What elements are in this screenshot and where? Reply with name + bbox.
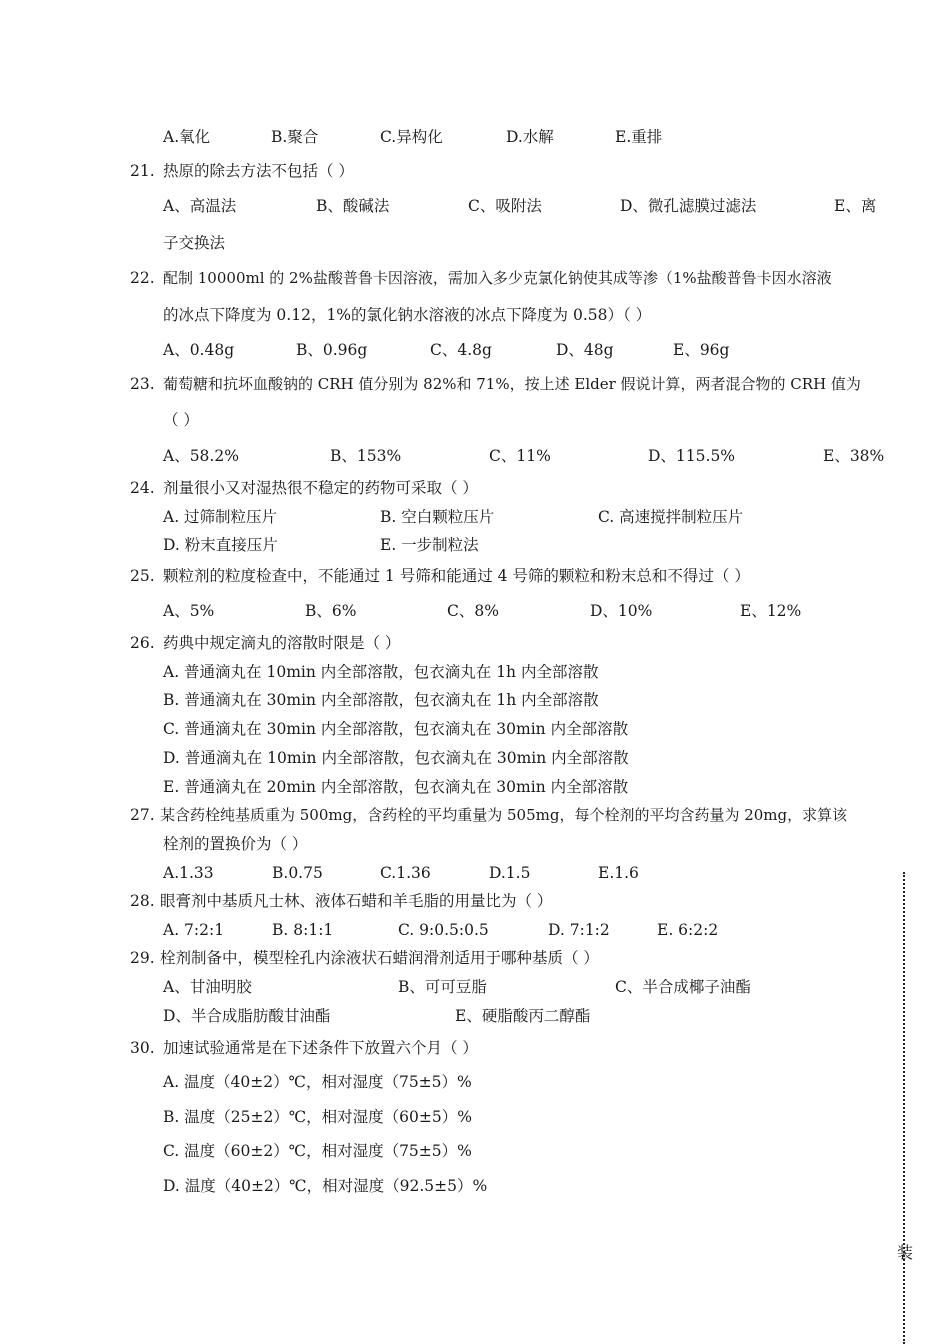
q22-text-cont: 的冰点下降度为 0.12，1%的氯化钠水溶液的冰点下降度为 0.58）（ ） xyxy=(163,306,652,324)
q29-option-e: E、硬脂酸丙二醇酯 xyxy=(455,1007,591,1025)
q26-option-e: E. 普通滴丸在 20min 内全部溶散，包衣滴丸在 30min 内全部溶散 xyxy=(163,778,629,796)
q24-option-a: A. 过筛制粒压片 xyxy=(163,508,278,526)
q24-text: 剂量很小又对湿热很不稳定的药物可采取（ ） xyxy=(163,479,478,497)
q24-number: 24. xyxy=(130,479,155,497)
q23-text: 葡萄糖和抗坏血酸钠的 CRH 值分别为 82%和 71%，按上述 Elder 假说计算，两者混合物的 CRH 值为 xyxy=(163,375,861,393)
q20-option-a: A.氧化 xyxy=(163,128,211,146)
q25-option-e: E、12% xyxy=(740,602,802,620)
q30-option-d: D. 温度（40±2）℃，相对湿度（92.5±5）% xyxy=(163,1177,488,1195)
q21-text: 热原的除去方法不包括（ ） xyxy=(163,162,354,180)
q20-option-b: B.聚合 xyxy=(271,128,319,146)
q26-option-a: A. 普通滴丸在 10min 内全部溶散，包衣滴丸在 1h 内全部溶散 xyxy=(163,663,599,681)
q24-option-d: D. 粉末直接压片 xyxy=(163,536,278,554)
q25-option-d: D、10% xyxy=(590,602,653,620)
q25-text: 颗粒剂的粒度检查中，不能通过 1 号筛和能通过 4 号筛的颗粒和粉末总和不得过（ ） xyxy=(163,567,750,585)
q20-option-e: E.重排 xyxy=(615,128,663,146)
q27-option-a: A.1.33 xyxy=(163,864,214,882)
q30-text: 加速试验通常是在下述条件下放置六个月（ ） xyxy=(163,1039,478,1057)
q23-text-cont: （ ） xyxy=(163,411,199,429)
q23-number: 23. xyxy=(130,375,155,393)
q28-option-b: B. 8:1:1 xyxy=(272,921,334,939)
q24-option-c: C. 高速搅拌制粒压片 xyxy=(598,508,744,526)
q30-number: 30. xyxy=(130,1039,155,1057)
q28-option-d: D. 7:1:2 xyxy=(548,921,610,939)
q21-option-a: A、高温法 xyxy=(163,197,237,215)
q22-option-d: D、48g xyxy=(556,341,614,359)
q23-option-e: E、38% xyxy=(823,447,885,465)
q29-option-b: B、可可豆脂 xyxy=(398,978,487,996)
q25-option-c: C、8% xyxy=(447,602,499,620)
q21-option-b: B、酸碱法 xyxy=(316,197,390,215)
q25-option-a: A、5% xyxy=(163,602,215,620)
q25-option-b: B、6% xyxy=(305,602,357,620)
q26-option-b: B. 普通滴丸在 30min 内全部溶散，包衣滴丸在 1h 内全部溶散 xyxy=(163,691,599,709)
q27-text: 某含药栓纯基质重为 500mg，含药栓的平均重量为 505mg，每个栓剂的平均含药量为 20mg，求算该 xyxy=(160,806,848,824)
q27-option-c: C.1.36 xyxy=(380,864,431,882)
q23-option-a: A、58.2% xyxy=(163,447,239,465)
q26-option-d: D. 普通滴丸在 10min 内全部溶散，包衣滴丸在 30min 内全部溶散 xyxy=(163,749,629,767)
q24-option-e: E. 一步制粒法 xyxy=(380,536,479,554)
q29-option-c: C、半合成椰子油酯 xyxy=(615,978,751,996)
q22-option-b: B、0.96g xyxy=(296,341,368,359)
q27-option-e: E.1.6 xyxy=(598,864,639,882)
q30-option-c: C. 温度（60±2）℃，相对湿度（75±5）% xyxy=(163,1142,472,1160)
q28-number: 28. xyxy=(130,892,155,910)
q27-option-b: B.0.75 xyxy=(272,864,323,882)
q29-text: 栓剂制备中，模型栓孔内涂液状石蜡润滑剂适用于哪种基质（ ） xyxy=(160,949,599,967)
q27-option-d: D.1.5 xyxy=(489,864,531,882)
q26-text: 药典中规定滴丸的溶散时限是（ ） xyxy=(163,634,401,652)
q21-option-c: C、吸附法 xyxy=(468,197,542,215)
q29-option-a: A、甘油明胶 xyxy=(163,978,252,996)
q21-number: 21. xyxy=(130,162,155,180)
q25-number: 25. xyxy=(130,567,155,585)
q23-option-c: C、11% xyxy=(489,447,551,465)
q23-option-d: D、115.5% xyxy=(648,447,736,465)
q28-option-c: C. 9:0.5:0.5 xyxy=(398,921,489,939)
q21-option-e-cont: 子交换法 xyxy=(163,234,226,252)
q29-option-d: D、半合成脂肪酸甘油酯 xyxy=(163,1007,331,1025)
q30-option-b: B. 温度（25±2）℃，相对湿度（60±5）% xyxy=(163,1108,472,1126)
q20-option-c: C.异构化 xyxy=(380,128,443,146)
q26-option-c: C. 普通滴丸在 30min 内全部溶散，包衣滴丸在 30min 内全部溶散 xyxy=(163,720,629,738)
q30-option-a: A. 温度（40±2）℃，相对湿度（75±5）% xyxy=(163,1073,472,1091)
q24-option-b: B. 空白颗粒压片 xyxy=(380,508,495,526)
q27-number: 27. xyxy=(130,806,155,824)
q20-option-d: D.水解 xyxy=(506,128,554,146)
binding-dotted-line xyxy=(903,872,905,1344)
q23-option-b: B、153% xyxy=(330,447,402,465)
q22-option-a: A、0.48g xyxy=(163,341,235,359)
q28-option-e: E. 6:2:2 xyxy=(657,921,719,939)
q21-option-e: E、离 xyxy=(834,197,877,215)
q21-option-d: D、微孔滤膜过滤法 xyxy=(620,197,757,215)
q27-text-cont: 栓剂的置换价为（ ） xyxy=(163,835,308,853)
q22-number: 22. xyxy=(130,269,155,287)
q22-option-c: C、4.8g xyxy=(430,341,492,359)
q28-text: 眼膏剂中基质凡士林、液体石蜡和羊毛脂的用量比为（ ） xyxy=(160,892,553,910)
binding-label: 装 xyxy=(897,1243,914,1262)
q29-number: 29. xyxy=(130,949,155,967)
q22-text: 配制 10000ml 的 2%盐酸普鲁卡因溶液，需加入多少克氯化钠使其成等渗（1%盐酸普鲁卡因水溶液 xyxy=(163,269,832,287)
q28-option-a: A. 7:2:1 xyxy=(163,921,225,939)
q22-option-e: E、96g xyxy=(673,341,730,359)
q26-number: 26. xyxy=(130,634,155,652)
